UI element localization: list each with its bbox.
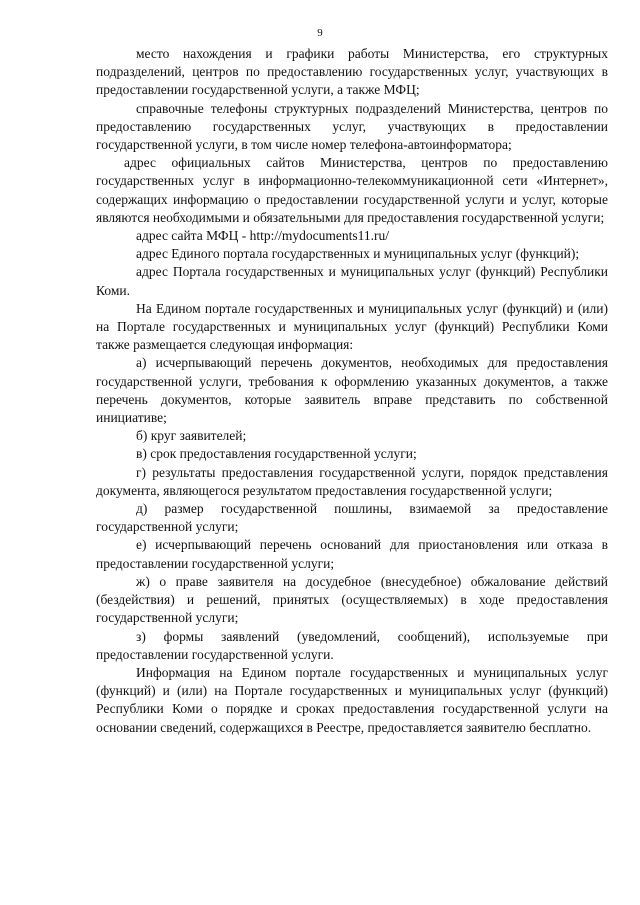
paragraph-ministry-location: место нахождения и графики работы Министерства, его структурных подразделений, центров по предоставлению государственных услуг, участвующих в предоставлении государственной услуги, а также МФЦ; <box>96 46 608 98</box>
list-item-g: г) результаты предоставления государственной услуги, порядок представления документа, являющегося результатом предоставления государственной услуги; <box>96 464 608 498</box>
paragraph-unified-portal: адрес Единого портала государственных и муниципальных услуг (функций); <box>136 246 580 262</box>
list-item-e: е) исчерпывающий перечень оснований для приостановления или отказа в предоставлении государственной услуги; <box>96 537 608 571</box>
list-item-a: а) исчерпывающий перечень документов, необходимых для предоставления государственной услуги, требования к оформлению указанных документов, а также перечень документов, которые заявитель вправе представить по собственной инициативе; <box>96 355 608 426</box>
list-item-d: д) размер государственной пошлины, взимаемой за предоставление государственной услуги; <box>96 501 608 535</box>
page-number: 9 <box>317 27 323 39</box>
list-item-v: в) срок предоставления государственной услуги; <box>136 446 417 462</box>
paragraph-free-info: Информация на Едином портале государственных и муниципальных услуг (функций) и (или) на Портале государственных и муниципальных услуг (функций) Республики Коми о порядке и сроках предоставления государственной услуги на основании сведений, содержащихся в Реестре, предоставляется заявителю бесплатно. <box>96 664 608 735</box>
list-item-z: з) формы заявлений (уведомлений, сообщений), используемые при предоставлении государственной услуги. <box>96 628 608 662</box>
paragraph-reference-phones: справочные телефоны структурных подразделений Министерства, центров по предоставлению государственных услуг, участвующих в предоставлении государственной услуги, в том числе номер телефона-автоинформатора; <box>96 100 608 153</box>
paragraph-mfc-site: адрес сайта МФЦ - http://mydocuments11.ru/ <box>136 228 389 244</box>
document-body <box>96 45 608 737</box>
list-item-b: б) круг заявителей; <box>136 428 247 444</box>
paragraph-official-sites: адрес официальных сайтов Министерства, центров по предоставлению государственных услуг в информационно-телекоммуникационной сети «Интернет», содержащих информацию о предоставлении государственной услуги и услуг, которые являются необходимыми и обязательными для предоставления государственной услуги; <box>96 155 608 225</box>
paragraph-portal-info-intro: На Едином портале государственных и муниципальных услуг (функций) и (или) на Портале государственных и муниципальных услуг (функций) Республики Коми также размещается следующая информация: <box>96 300 608 353</box>
list-item-zh: ж) о праве заявителя на досудебное (внесудебное) обжалование действий (бездействия) и решений, принятых (осуществляемых) в ходе предоставления государственной услуги; <box>96 573 608 626</box>
paragraph-komi-portal: адрес Портала государственных и муниципальных услуг (функций) Республики Коми. <box>96 264 608 298</box>
